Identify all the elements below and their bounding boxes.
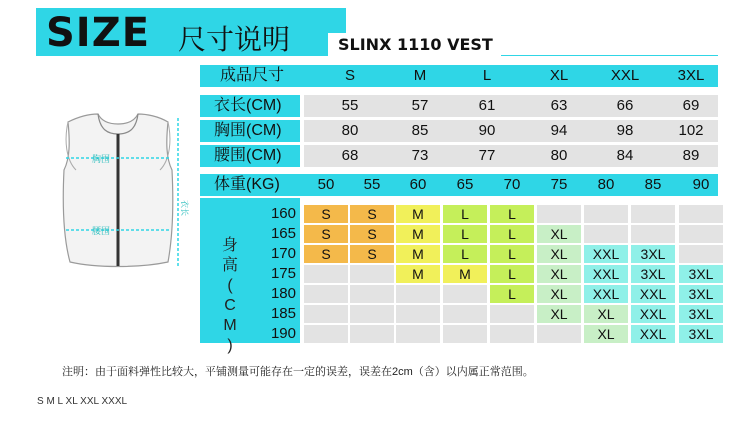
fit-cell: XXL <box>584 285 628 303</box>
fit-cell: 3XL <box>631 265 675 283</box>
fit-cell: XL <box>537 225 581 243</box>
fit-cell-empty <box>350 325 394 343</box>
vest-illustration <box>40 100 205 280</box>
size-row-value: 61 <box>478 97 496 114</box>
weight-header-cell: 80 <box>597 176 615 193</box>
size-subtitle: 尺寸说明 <box>178 23 291 56</box>
size-row-value: 69 <box>682 97 700 114</box>
fit-cell: XXL <box>631 305 675 323</box>
size-row-value: 57 <box>411 97 429 114</box>
size-header-cell: L <box>482 67 492 84</box>
header-banner <box>36 8 718 56</box>
fit-cell-empty <box>631 205 675 223</box>
fit-cell: L <box>443 225 487 243</box>
fit-cell-empty <box>396 305 440 323</box>
size-row-label: 胸围(CM) <box>200 120 300 142</box>
fit-cell-empty <box>490 325 534 343</box>
fit-cell-empty <box>350 305 394 323</box>
fit-cell: 3XL <box>631 245 675 263</box>
size-header-cell: XXL <box>610 67 640 84</box>
fit-cell: M <box>396 225 440 243</box>
fit-cell-empty <box>679 225 723 243</box>
size-header-cell: S <box>344 67 355 84</box>
size-table-header-row <box>200 65 718 87</box>
fit-cell: L <box>443 245 487 263</box>
fit-cell: XL <box>584 305 628 323</box>
fit-cell: L <box>490 265 534 283</box>
weight-header-cell: 50 <box>317 176 335 193</box>
fit-cell: L <box>490 205 534 223</box>
fit-cell: XL <box>537 305 581 323</box>
size-row-value: 102 <box>678 122 704 139</box>
fit-cell: M <box>396 265 440 283</box>
fit-cell: 3XL <box>679 305 723 323</box>
size-row-value: 89 <box>682 147 700 164</box>
size-row-label: 衣长(CM) <box>200 95 300 117</box>
fit-cell-empty <box>490 305 534 323</box>
fit-cell-empty <box>396 285 440 303</box>
fit-cell-empty <box>443 325 487 343</box>
fit-cell-empty <box>304 305 348 323</box>
fit-cell-empty <box>443 305 487 323</box>
weight-header-cell: 60 <box>409 176 427 193</box>
size-row-value: 85 <box>411 122 429 139</box>
size-row-value: 84 <box>616 147 634 164</box>
fit-cell-empty <box>350 285 394 303</box>
fit-cell: XXL <box>631 325 675 343</box>
fit-cell: XXL <box>631 285 675 303</box>
fit-cell: L <box>490 285 534 303</box>
length-label: 衣长 <box>180 200 189 216</box>
product-name: SLINX 1110 VEST <box>328 33 501 56</box>
fit-cell-empty <box>304 285 348 303</box>
size-row-value: 55 <box>341 97 359 114</box>
size-row-value: 77 <box>478 147 496 164</box>
fit-cell: 3XL <box>679 265 723 283</box>
fit-cell: XL <box>584 325 628 343</box>
fit-cell: 3XL <box>679 325 723 343</box>
fit-cell: S <box>350 205 394 223</box>
height-value: 165 <box>270 225 296 242</box>
fit-cell-empty <box>584 205 628 223</box>
fit-cell-empty <box>679 245 723 263</box>
size-header-cell: XL <box>549 67 569 84</box>
fit-cell: L <box>443 205 487 223</box>
fit-cell-empty <box>396 325 440 343</box>
weight-header-cell: 65 <box>456 176 474 193</box>
height-axis-label: 身 高 ( C M ) <box>221 237 238 354</box>
fit-cell: S <box>304 225 348 243</box>
fit-cell: M <box>396 245 440 263</box>
fit-cell: XL <box>537 285 581 303</box>
size-list: S M L XL XXL XXXL <box>37 396 128 407</box>
fit-cell: M <box>396 205 440 223</box>
fit-cell: XL <box>537 245 581 263</box>
fit-cell: S <box>304 205 348 223</box>
fit-cell: S <box>304 245 348 263</box>
fit-cell: M <box>443 265 487 283</box>
weight-header-label: 体重(KG) <box>214 176 280 193</box>
fit-cell-empty <box>584 225 628 243</box>
size-row-value: 63 <box>550 97 568 114</box>
fit-cell: XXL <box>584 265 628 283</box>
fit-cell-empty <box>537 325 581 343</box>
fit-cell: XXL <box>584 245 628 263</box>
height-value: 160 <box>270 205 296 222</box>
measurement-note: 注明：由于面料弹性比较大，平铺测量可能存在一定的误差，误差在2cm（含）以内属正常范围。 <box>62 366 534 378</box>
size-row-value: 66 <box>616 97 634 114</box>
size-row-value: 98 <box>616 122 634 139</box>
weight-header-cell: 70 <box>503 176 521 193</box>
size-row-value: 94 <box>550 122 568 139</box>
size-header-cell: 3XL <box>677 67 705 84</box>
height-value: 185 <box>270 305 296 322</box>
height-value: 190 <box>270 325 296 342</box>
fit-cell-empty <box>631 225 675 243</box>
height-value: 170 <box>270 245 296 262</box>
fit-cell: XL <box>537 265 581 283</box>
size-row-label: 腰围(CM) <box>200 145 300 167</box>
size-row-value: 90 <box>478 122 496 139</box>
fit-cell-empty <box>679 205 723 223</box>
fit-cell-empty <box>304 265 348 283</box>
fit-cell: S <box>350 245 394 263</box>
size-row-value: 68 <box>341 147 359 164</box>
fit-cell-empty <box>443 285 487 303</box>
fit-cell-empty <box>304 325 348 343</box>
weight-header-cell: 55 <box>363 176 381 193</box>
weight-header-cell: 90 <box>692 176 710 193</box>
size-row-value: 73 <box>411 147 429 164</box>
fit-cell-empty <box>537 205 581 223</box>
size-row-value: 80 <box>341 122 359 139</box>
fit-cell: 3XL <box>679 285 723 303</box>
size-row-value: 80 <box>550 147 568 164</box>
fit-cell: L <box>490 225 534 243</box>
chest-label: 胸围 <box>92 155 111 165</box>
height-value: 175 <box>270 265 296 282</box>
waist-label: 腰围 <box>92 227 111 237</box>
size-table-header-label: 成品尺寸 <box>220 67 285 84</box>
fit-cell: L <box>490 245 534 263</box>
fit-cell: S <box>350 225 394 243</box>
fit-cell-empty <box>350 265 394 283</box>
size-title: SIZE <box>46 10 151 56</box>
weight-header-cell: 85 <box>644 176 662 193</box>
size-header-cell: M <box>413 67 427 84</box>
weight-header-cell: 75 <box>550 176 568 193</box>
height-value: 180 <box>270 285 296 302</box>
